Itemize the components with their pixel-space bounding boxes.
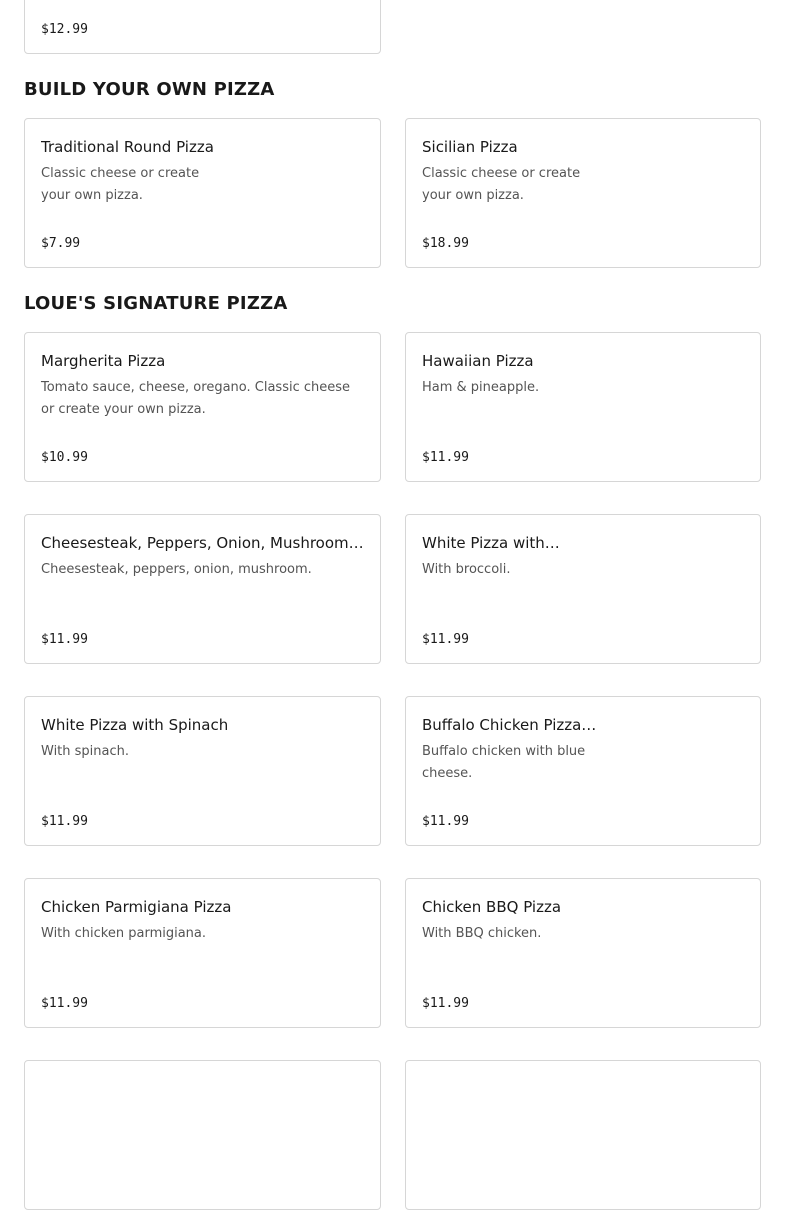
item-name: White Pizza with Spinach: [41, 716, 229, 734]
item-name: Margherita Pizza: [41, 352, 166, 370]
item-price: $12.99: [41, 22, 88, 37]
item-name: Hawaiian Pizza: [422, 352, 534, 370]
item-description: With broccoli.: [422, 562, 511, 577]
menu-item-card[interactable]: [405, 878, 761, 1028]
item-name: Cheesesteak, Peppers, Onion, Mushroom…: [41, 534, 364, 552]
item-description: Classic cheese or create your own pizza.: [41, 166, 200, 203]
item-description: With chicken parmigiana.: [41, 926, 207, 941]
item-price: $11.99: [41, 996, 88, 1011]
item-name: White Pizza with…: [422, 534, 560, 552]
menu-item-card[interactable]: [24, 696, 381, 846]
menu-item-card[interactable]: [24, 332, 381, 482]
empty-slot: [405, 0, 761, 54]
item-description: Ham & pineapple.: [422, 380, 540, 395]
item-description: Classic cheese or create your own pizza.: [422, 166, 581, 203]
item-description: Buffalo chicken with blue cheese.: [422, 744, 586, 781]
item-name: Chicken Parmigiana Pizza: [41, 898, 232, 916]
menu-item-card[interactable]: [405, 696, 761, 846]
item-description: With BBQ chicken.: [422, 926, 542, 941]
menu-item-card[interactable]: [24, 514, 381, 664]
menu-item-card[interactable]: [24, 0, 381, 54]
item-price: $11.99: [422, 814, 469, 829]
item-name: Buffalo Chicken Pizza…: [422, 716, 597, 734]
menu-item-card[interactable]: [405, 1060, 761, 1210]
menu-item-card[interactable]: [405, 118, 761, 268]
menu-item-card[interactable]: [24, 1060, 381, 1210]
item-price: $11.99: [422, 450, 469, 465]
item-price: $11.99: [422, 632, 469, 647]
item-description: Cheesesteak, peppers, onion, mushroom.: [41, 562, 312, 577]
item-name: Sicilian Pizza: [422, 138, 518, 156]
item-price: $18.99: [422, 236, 469, 251]
item-price: $10.99: [41, 450, 88, 465]
section-title-signature-pizza: LOUE'S SIGNATURE PIZZA: [24, 293, 288, 314]
item-price: $11.99: [41, 632, 88, 647]
item-name: Traditional Round Pizza: [41, 138, 214, 156]
item-name: Chicken BBQ Pizza: [422, 898, 562, 916]
item-price: $11.99: [422, 996, 469, 1011]
item-price: $11.99: [41, 814, 88, 829]
menu-item-card[interactable]: [24, 878, 381, 1028]
section-title-build-your-own: BUILD YOUR OWN PIZZA: [24, 79, 275, 100]
menu-item-card[interactable]: [24, 118, 381, 268]
item-price: $7.99: [41, 236, 81, 251]
menu-item-card[interactable]: [405, 332, 761, 482]
item-description: With spinach.: [41, 744, 130, 759]
item-description: Tomato sauce, cheese, oregano. Classic cheese or create your own pizza.: [41, 380, 351, 417]
menu-item-card[interactable]: [405, 514, 761, 664]
